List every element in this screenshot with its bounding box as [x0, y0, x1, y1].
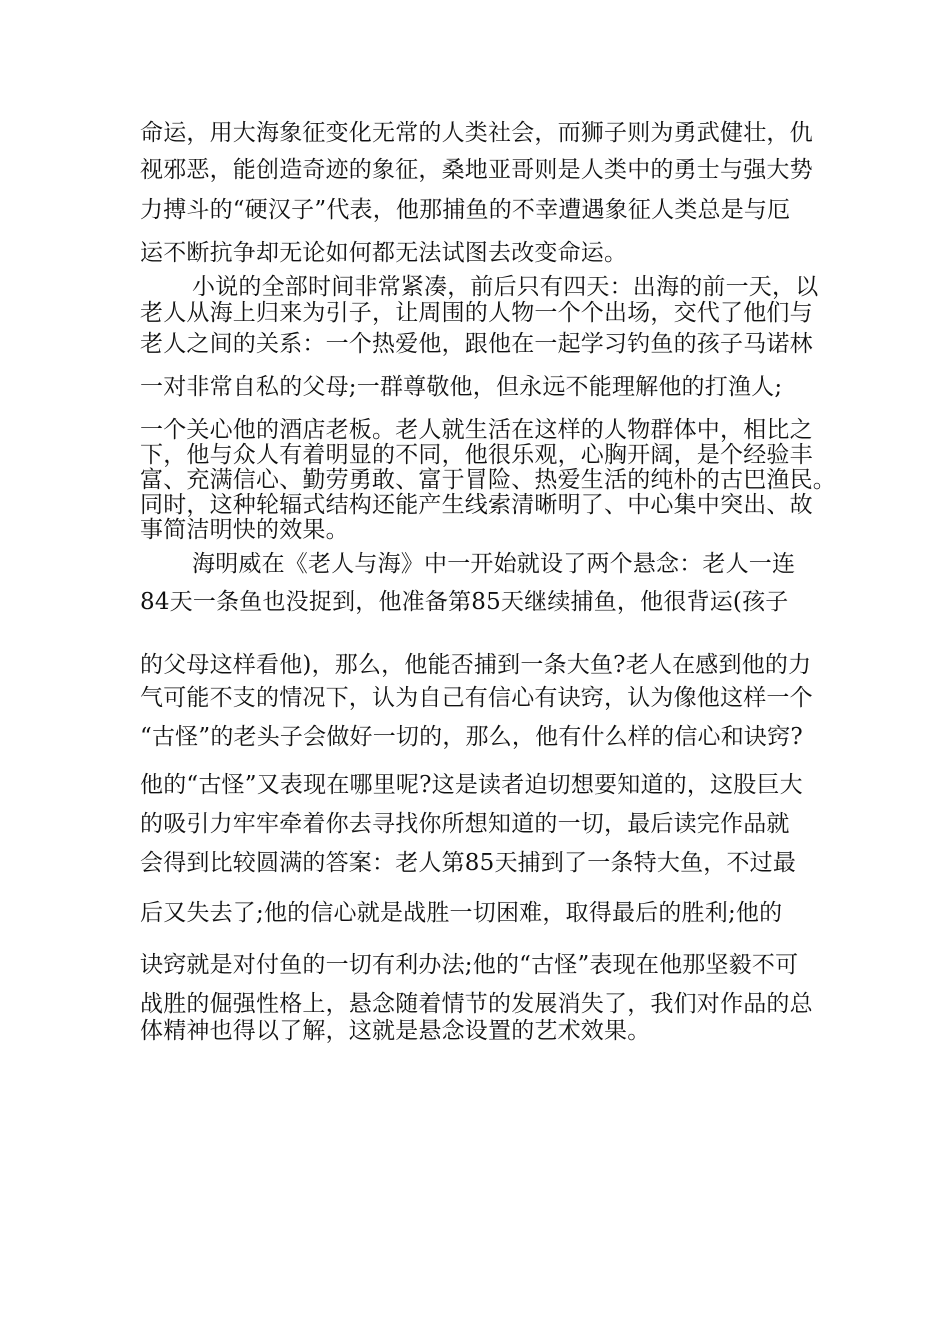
text-line: 富、充满信心、勤劳勇敢、富于冒险、热爱生活的纯朴的古巴渔民。 — [140, 467, 836, 493]
text-line: 事简洁明快的效果。 — [140, 517, 349, 543]
text-line: 老人之间的关系：一个热爱他，跟他在一起学习钓鱼的孩子马诺林 — [140, 331, 813, 357]
text-line: 的父母这样看他)，那么，他能否捕到一条大鱼?老人在感到他的力 — [140, 652, 812, 678]
text-line: 一个关心他的酒店老板。老人就生活在这样的人物群体中，相比之 — [140, 417, 813, 443]
text-line: 一对非常自私的父母;一群尊敬他，但永远不能理解他的打渔人; — [140, 374, 783, 400]
text-line: 后又失去了;他的信心就是战胜一切困难，取得最后的胜利;他的 — [140, 900, 783, 926]
text-line: 运不断抗争却无论如何都无法试图去改变命运。 — [140, 240, 628, 266]
text-line: 命运，用大海象征变化无常的人类社会，而狮子则为勇武健壮，仇 — [140, 120, 813, 146]
text-line: 海明威在《老人与海》中一开始就设了两个悬念：老人一连 — [192, 551, 796, 577]
text-line: 会得到比较圆满的答案：老人第85天捕到了一条特大鱼，不过最 — [140, 850, 797, 876]
text-line: 小说的全部时间非常紧凑，前后只有四天：出海的前一天，以 — [192, 274, 819, 300]
text-line: 力搏斗的“硬汉子”代表，他那捕鱼的不幸遭遇象征人类总是与厄 — [140, 197, 791, 223]
text-line: “古怪”的老头子会做好一切的，那么，他有什么样的信心和诀窍? — [140, 724, 803, 750]
text-line: 下，他与众人有着明显的不同，他很乐观，心胸开阔，是个经验丰 — [140, 442, 813, 468]
text-line: 老人从海上归来为引子，让周围的人物一个个出场，交代了他们与 — [140, 300, 813, 326]
text-line: 他的“古怪”又表现在哪里呢?这是读者迫切想要知道的，这股巨大 — [140, 772, 803, 798]
text-line: 体精神也得以了解，这就是悬念设置的艺术效果。 — [140, 1018, 651, 1044]
text-line: 诀窍就是对付鱼的一切有利办法;他的“古怪”表现在他那坚毅不可 — [140, 952, 799, 978]
text-line: 视邪恶，能创造奇迹的象征，桑地亚哥则是人类中的勇士与强大势 — [140, 157, 813, 183]
text-line: 的吸引力牢牢牵着你去寻找你所想知道的一切，最后读完作品就 — [140, 811, 790, 837]
text-line: 同时，这种轮辐式结构还能产生线索清晰明了、中心集中突出、故 — [140, 492, 813, 518]
text-line: 战胜的倔强性格上，悬念随着情节的发展消失了，我们对作品的总 — [140, 991, 813, 1017]
text-line: 84天一条鱼也没捉到，他准备第85天继续捕鱼，他很背运(孩子 — [140, 589, 789, 615]
text-line: 气可能不支的情况下，认为自己有信心有诀窍，认为像他这样一个 — [140, 685, 813, 711]
